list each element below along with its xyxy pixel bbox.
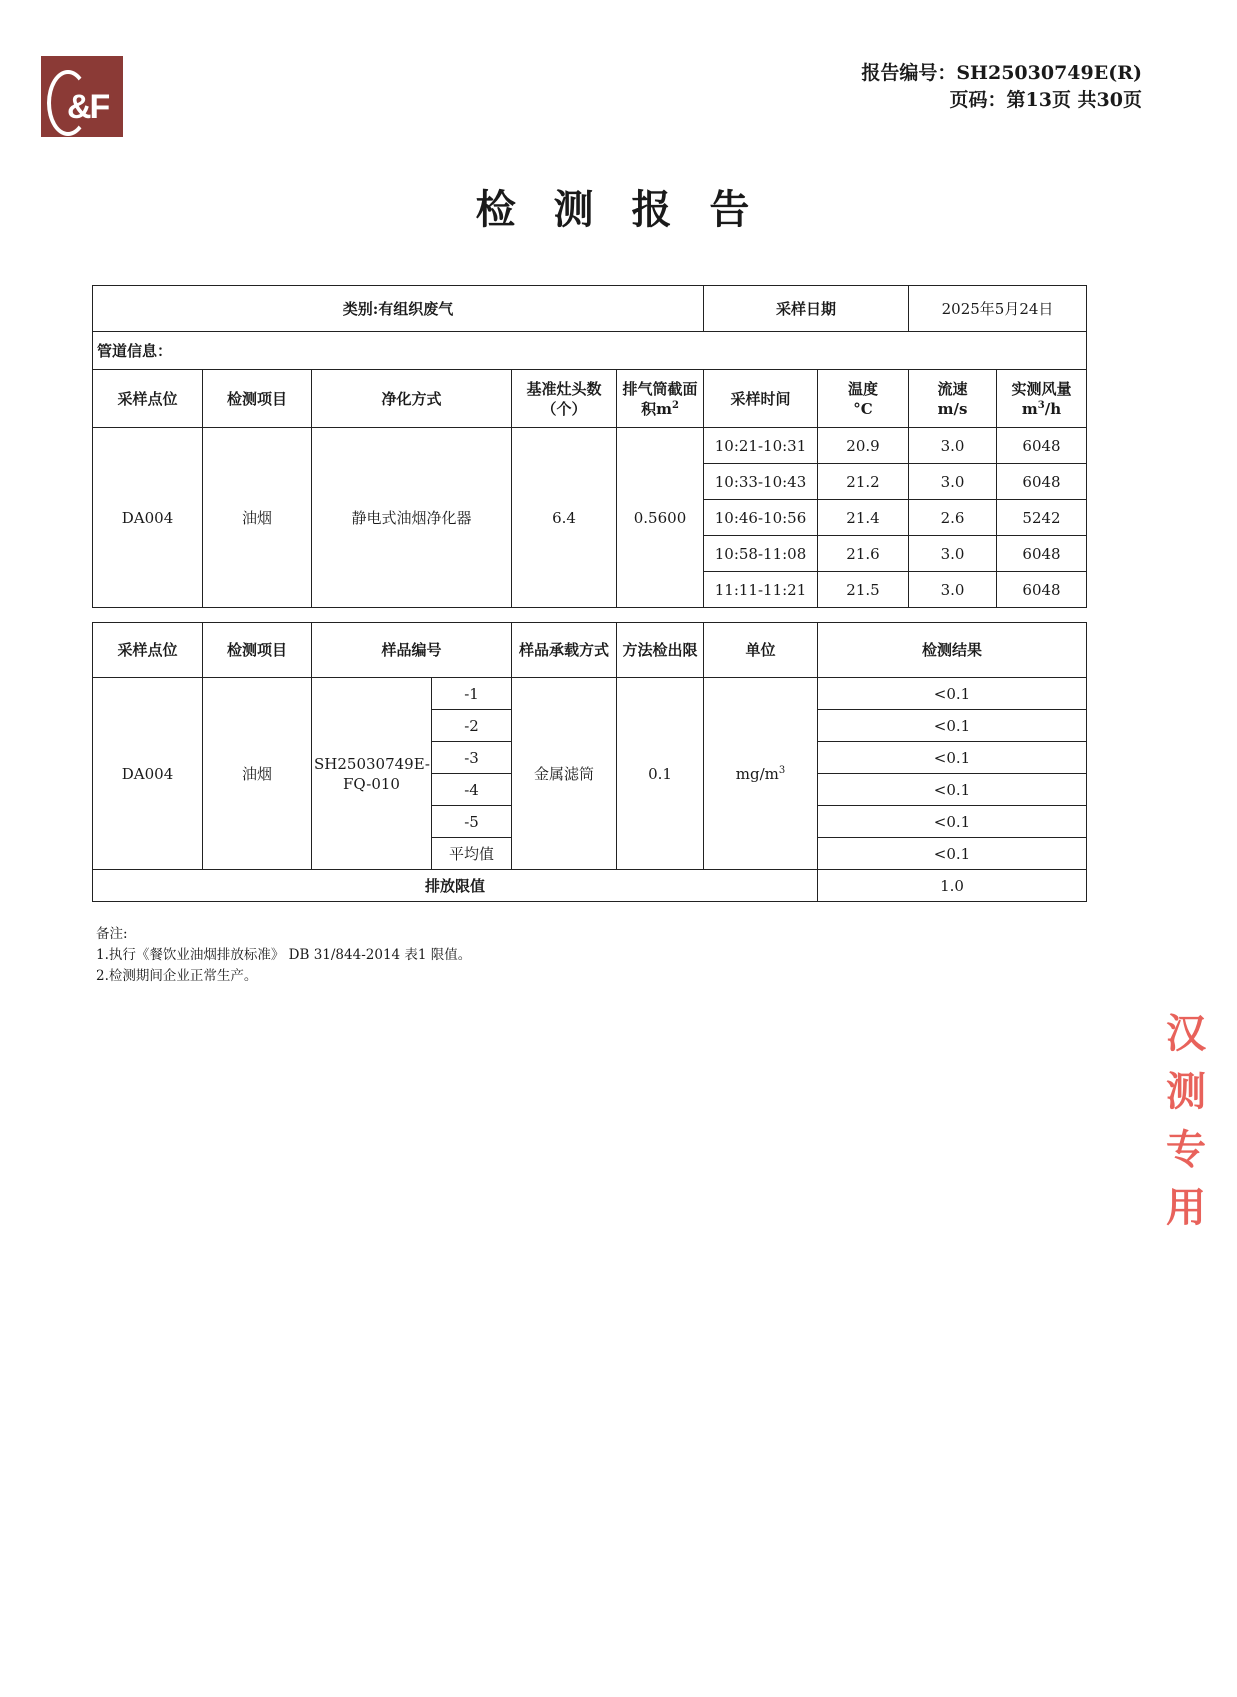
sample-sub-cell: -5 xyxy=(432,806,512,838)
header-method: 净化方式 xyxy=(312,370,512,428)
pipe-info-table xyxy=(92,285,1087,608)
speed-cell: 3.0 xyxy=(909,536,997,572)
speed-cell: 3.0 xyxy=(909,572,997,608)
sample-no-cell: SH25030749E- FQ-010 xyxy=(312,678,432,870)
sample-sub-cell: -1 xyxy=(432,678,512,710)
header-flow: 实测风量 $m^3/h$ xyxy=(997,370,1087,428)
header-item: 检测项目 xyxy=(203,370,312,428)
time-cell: 10:46-10:56 xyxy=(704,500,818,536)
table-row xyxy=(93,678,1087,710)
limit-value: 1.0 xyxy=(818,870,1087,902)
limit-row xyxy=(93,870,1087,902)
page-info: 页码：第13页 共30页 xyxy=(949,89,1142,111)
time-cell: 10:33-10:43 xyxy=(704,464,818,500)
header-time: 采样时间 xyxy=(704,370,818,428)
time-cell: 11:11-11:21 xyxy=(704,572,818,608)
pipe-info-label: 管道信息： xyxy=(93,332,1087,370)
category-cell: 类别:有组织废气 xyxy=(93,286,704,332)
results-table xyxy=(92,622,1087,902)
header-carrier: 样品承载方式 xyxy=(512,623,617,678)
result-cell: <0.1 xyxy=(818,806,1087,838)
area-cell: 0.5600 xyxy=(617,428,704,608)
limit-label: 排放限值 xyxy=(93,870,818,902)
temp-cell: 21.6 xyxy=(818,536,909,572)
report-number: 报告编号：SH25030749E(R) xyxy=(861,62,1142,84)
result-cell: <0.1 xyxy=(818,838,1087,870)
flow-cell: 6048 xyxy=(997,464,1087,500)
speed-cell: 2.6 xyxy=(909,500,997,536)
burners-cell: 6.4 xyxy=(512,428,617,608)
speed-cell: 3.0 xyxy=(909,428,997,464)
flow-cell: 6048 xyxy=(997,536,1087,572)
time-cell: 10:21-10:31 xyxy=(704,428,818,464)
point-cell: DA004 xyxy=(93,678,203,870)
carrier-cell: 金属滤筒 xyxy=(512,678,617,870)
sample-sub-cell: 平均值 xyxy=(432,838,512,870)
temp-cell: 21.2 xyxy=(818,464,909,500)
header-sample-no: 样品编号 xyxy=(312,623,512,678)
result-cell: <0.1 xyxy=(818,710,1087,742)
speed-cell: 3.0 xyxy=(909,464,997,500)
sample-sub-cell: -4 xyxy=(432,774,512,806)
method-cell: 静电式油烟净化器 xyxy=(312,428,512,608)
sample-sub-cell: -3 xyxy=(432,742,512,774)
temp-cell: 20.9 xyxy=(818,428,909,464)
result-cell: <0.1 xyxy=(818,678,1087,710)
seal-stamp-image: 汉 测 专 用 xyxy=(1166,1010,1206,1231)
header-point: 采样点位 xyxy=(93,623,203,678)
temp-cell: 21.5 xyxy=(818,572,909,608)
header-item: 检测项目 xyxy=(203,623,312,678)
company-logo xyxy=(41,56,123,137)
item-cell: 油烟 xyxy=(203,678,312,870)
report-meta xyxy=(861,60,1142,114)
unit-cell: $mg/m^3$ xyxy=(704,678,818,870)
sampling-date-label: 采样日期 xyxy=(704,286,909,332)
header-result: 检测结果 xyxy=(818,623,1087,678)
flow-cell: 5242 xyxy=(997,500,1087,536)
header-speed: 流速 m/s xyxy=(909,370,997,428)
notes-label: 备注: xyxy=(96,926,128,942)
page-title: 检 测 报 告 xyxy=(475,186,762,233)
flow-cell: 6048 xyxy=(997,428,1087,464)
table-header-row xyxy=(93,623,1087,678)
item-cell: 油烟 xyxy=(203,428,312,608)
notes xyxy=(96,924,471,987)
table-row xyxy=(93,428,1087,464)
header-point: 采样点位 xyxy=(93,370,203,428)
note-line: 1.执行《餐饮业油烟排放标准》 DB 31/844-2014 表1 限值。 xyxy=(96,947,472,963)
header-detection-limit: 方法检出限 xyxy=(617,623,704,678)
detection-limit-cell: 0.1 xyxy=(617,678,704,870)
time-cell: 10:58-11:08 xyxy=(704,536,818,572)
header-burners: 基准灶头数（个） xyxy=(512,370,617,428)
table-header-row xyxy=(93,370,1087,428)
header-unit: 单位 xyxy=(704,623,818,678)
note-line: 2.检测期间企业正常生产。 xyxy=(96,968,258,984)
sampling-date-value: 2025年5月24日 xyxy=(909,286,1087,332)
sample-sub-cell: -2 xyxy=(432,710,512,742)
header-temp: 温度 °C xyxy=(818,370,909,428)
result-cell: <0.1 xyxy=(818,774,1087,806)
result-cell: <0.1 xyxy=(818,742,1087,774)
logo-letters: &F xyxy=(67,88,109,126)
flow-cell: 6048 xyxy=(997,572,1087,608)
header-area: 排气筒截面积$m^2$ xyxy=(617,370,704,428)
point-cell: DA004 xyxy=(93,428,203,608)
temp-cell: 21.4 xyxy=(818,500,909,536)
